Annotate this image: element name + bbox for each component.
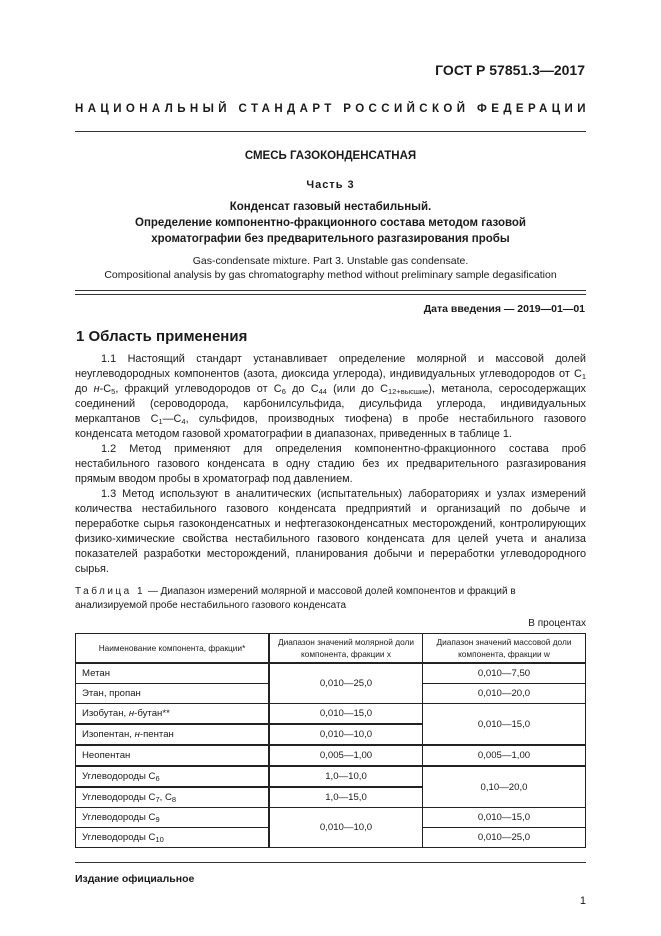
cell-name: Углеводороды $С_9$ (76, 808, 270, 828)
document-subtitle (75, 199, 586, 247)
paragraph-1-1: 1.1 Настоящий стандарт устанавливает определение молярной и массовой долей неуглеводородных компонентов (азота, диоксида углерода), индивидуальных углеводородов от $С_1$ до $н-С_5$, фракций углеводородов от $С_6$ до $С_{44}$ (или до $С_{12+высшие}$), метанола, серосодержащих соединений (сероводорода, карбонилсульфида, дисульфида углерода, индивидуальных меркаптанов $С_1—С_4$, сульфидов, производных тиофена) в пробе нестабильного газового конденсата методом газовой хроматографии в диапазонах, приведенных в таблице 1. (75, 353, 586, 440)
footer-divider (75, 862, 586, 863)
english-title (75, 254, 586, 282)
standard-code: ГОСТ Р 57851.3—2017 (435, 62, 585, 78)
table-row (76, 663, 586, 684)
table-header-row (76, 634, 586, 664)
cell-x: 0,010—15,0 (269, 704, 423, 725)
cell-x: 0,010—25,0 (269, 663, 423, 704)
ranges-table (75, 633, 586, 848)
table-row (76, 766, 586, 787)
cell-name: Углеводороды $С_{10}$ (76, 828, 270, 848)
cell-x: 0,010—10,0 (269, 724, 423, 745)
english-title-line: Compositional analysis by gas chromatography method without preliminary sample degasification (104, 269, 557, 281)
document-title: СМЕСЬ ГАЗОКОНДЕНСАТНАЯ (244, 150, 417, 162)
cell-w: 0,005—1,00 (423, 745, 586, 766)
cell-name: Этан, пропан (76, 684, 270, 704)
section-heading: 1 Область применения (76, 328, 248, 345)
cell-name: Углеводороды $С_7$, $С_8$ (76, 787, 270, 808)
subtitle-line: хроматографии без предварительного разгазирования пробы (151, 233, 510, 245)
table-row (76, 745, 586, 766)
table-caption (75, 585, 586, 613)
subtitle-line: Конденсат газовый нестабильный. (229, 201, 432, 213)
section-body (75, 352, 586, 577)
cell-x: 1,0—15,0 (269, 787, 423, 808)
official-edition-label: Издание официальное (75, 873, 195, 885)
page-number: 1 (579, 895, 586, 907)
cell-name: Изопентан, н-пентан (76, 724, 270, 745)
paragraph-1-2: 1.2 Метод применяют для определения компонентно-фракционного состава проб нестабильного газового конденсата в одну стадию без их предварительного разгазирования прямым вводом пробы в хроматограф под давлением. (75, 443, 586, 485)
cell-w: 0,010—7,50 (423, 663, 586, 684)
cell-x: 1,0—10,0 (269, 766, 423, 787)
table-unit: В процентах (528, 618, 586, 629)
divider (75, 290, 586, 291)
header-molar: Диапазон значений молярной доли компонента, фракции x (269, 634, 423, 664)
header-mass: Диапазон значений массовой доли компонента, фракции w (423, 634, 586, 664)
table-label: Таблица 1 (75, 586, 146, 597)
national-standard-heading: НАЦИОНАЛЬНЫЙ СТАНДАРТ РОССИЙСКОЙ ФЕДЕРАЦИИ (75, 103, 590, 115)
cell-w: 0,010—15,0 (423, 808, 586, 828)
cell-w: 0,010—20,0 (423, 684, 586, 704)
paragraph-1-3: 1.3 Метод используют в аналитических (испытательных) лабораториях и узлах измерений количества нестабильного газового конденсата предприятий и организаций по добыче и переработке сырья газоконденсатных и нефтегазоконденсатных месторождений, контролирующих физико-химические свойства нестабильного газового конденсата для целей учета и анализа показателей разработки месторождений, планирования добычи и переработки углеводородного сырья. (75, 488, 586, 575)
cell-name: Метан (76, 663, 270, 684)
cell-name: Изобутан, н-бутан** (76, 704, 270, 725)
cell-name: Неопентан (76, 745, 270, 766)
cell-w: 0,010—15,0 (423, 704, 586, 746)
cell-x: 0,005—1,00 (269, 745, 423, 766)
main-content (75, 352, 586, 908)
table-row (76, 808, 586, 828)
table-row (76, 704, 586, 725)
cell-name: Углеводороды $С_6$ (76, 766, 270, 787)
subtitle-line: Определение компонентно-фракционного состава методом газовой (135, 217, 526, 229)
divider (75, 294, 586, 295)
cell-w: 0,10—20,0 (423, 766, 586, 808)
cell-x: 0,010—10,0 (269, 808, 423, 848)
english-title-line: Gas-condensate mixture. Part 3. Unstable gas condensate. (192, 255, 469, 267)
part-label: Часть 3 (306, 179, 355, 191)
table-caption-text: — Диапазон измерений молярной и массовой долей компонентов и фракций в анализируемой пробе нестабильного газового конденсата (75, 586, 516, 611)
effective-date: Дата введения — 2019—01—01 (423, 303, 585, 315)
header-component: Наименование компонента, фракции* (76, 634, 270, 664)
divider (75, 131, 586, 132)
cell-w: 0,010—25,0 (423, 828, 586, 848)
